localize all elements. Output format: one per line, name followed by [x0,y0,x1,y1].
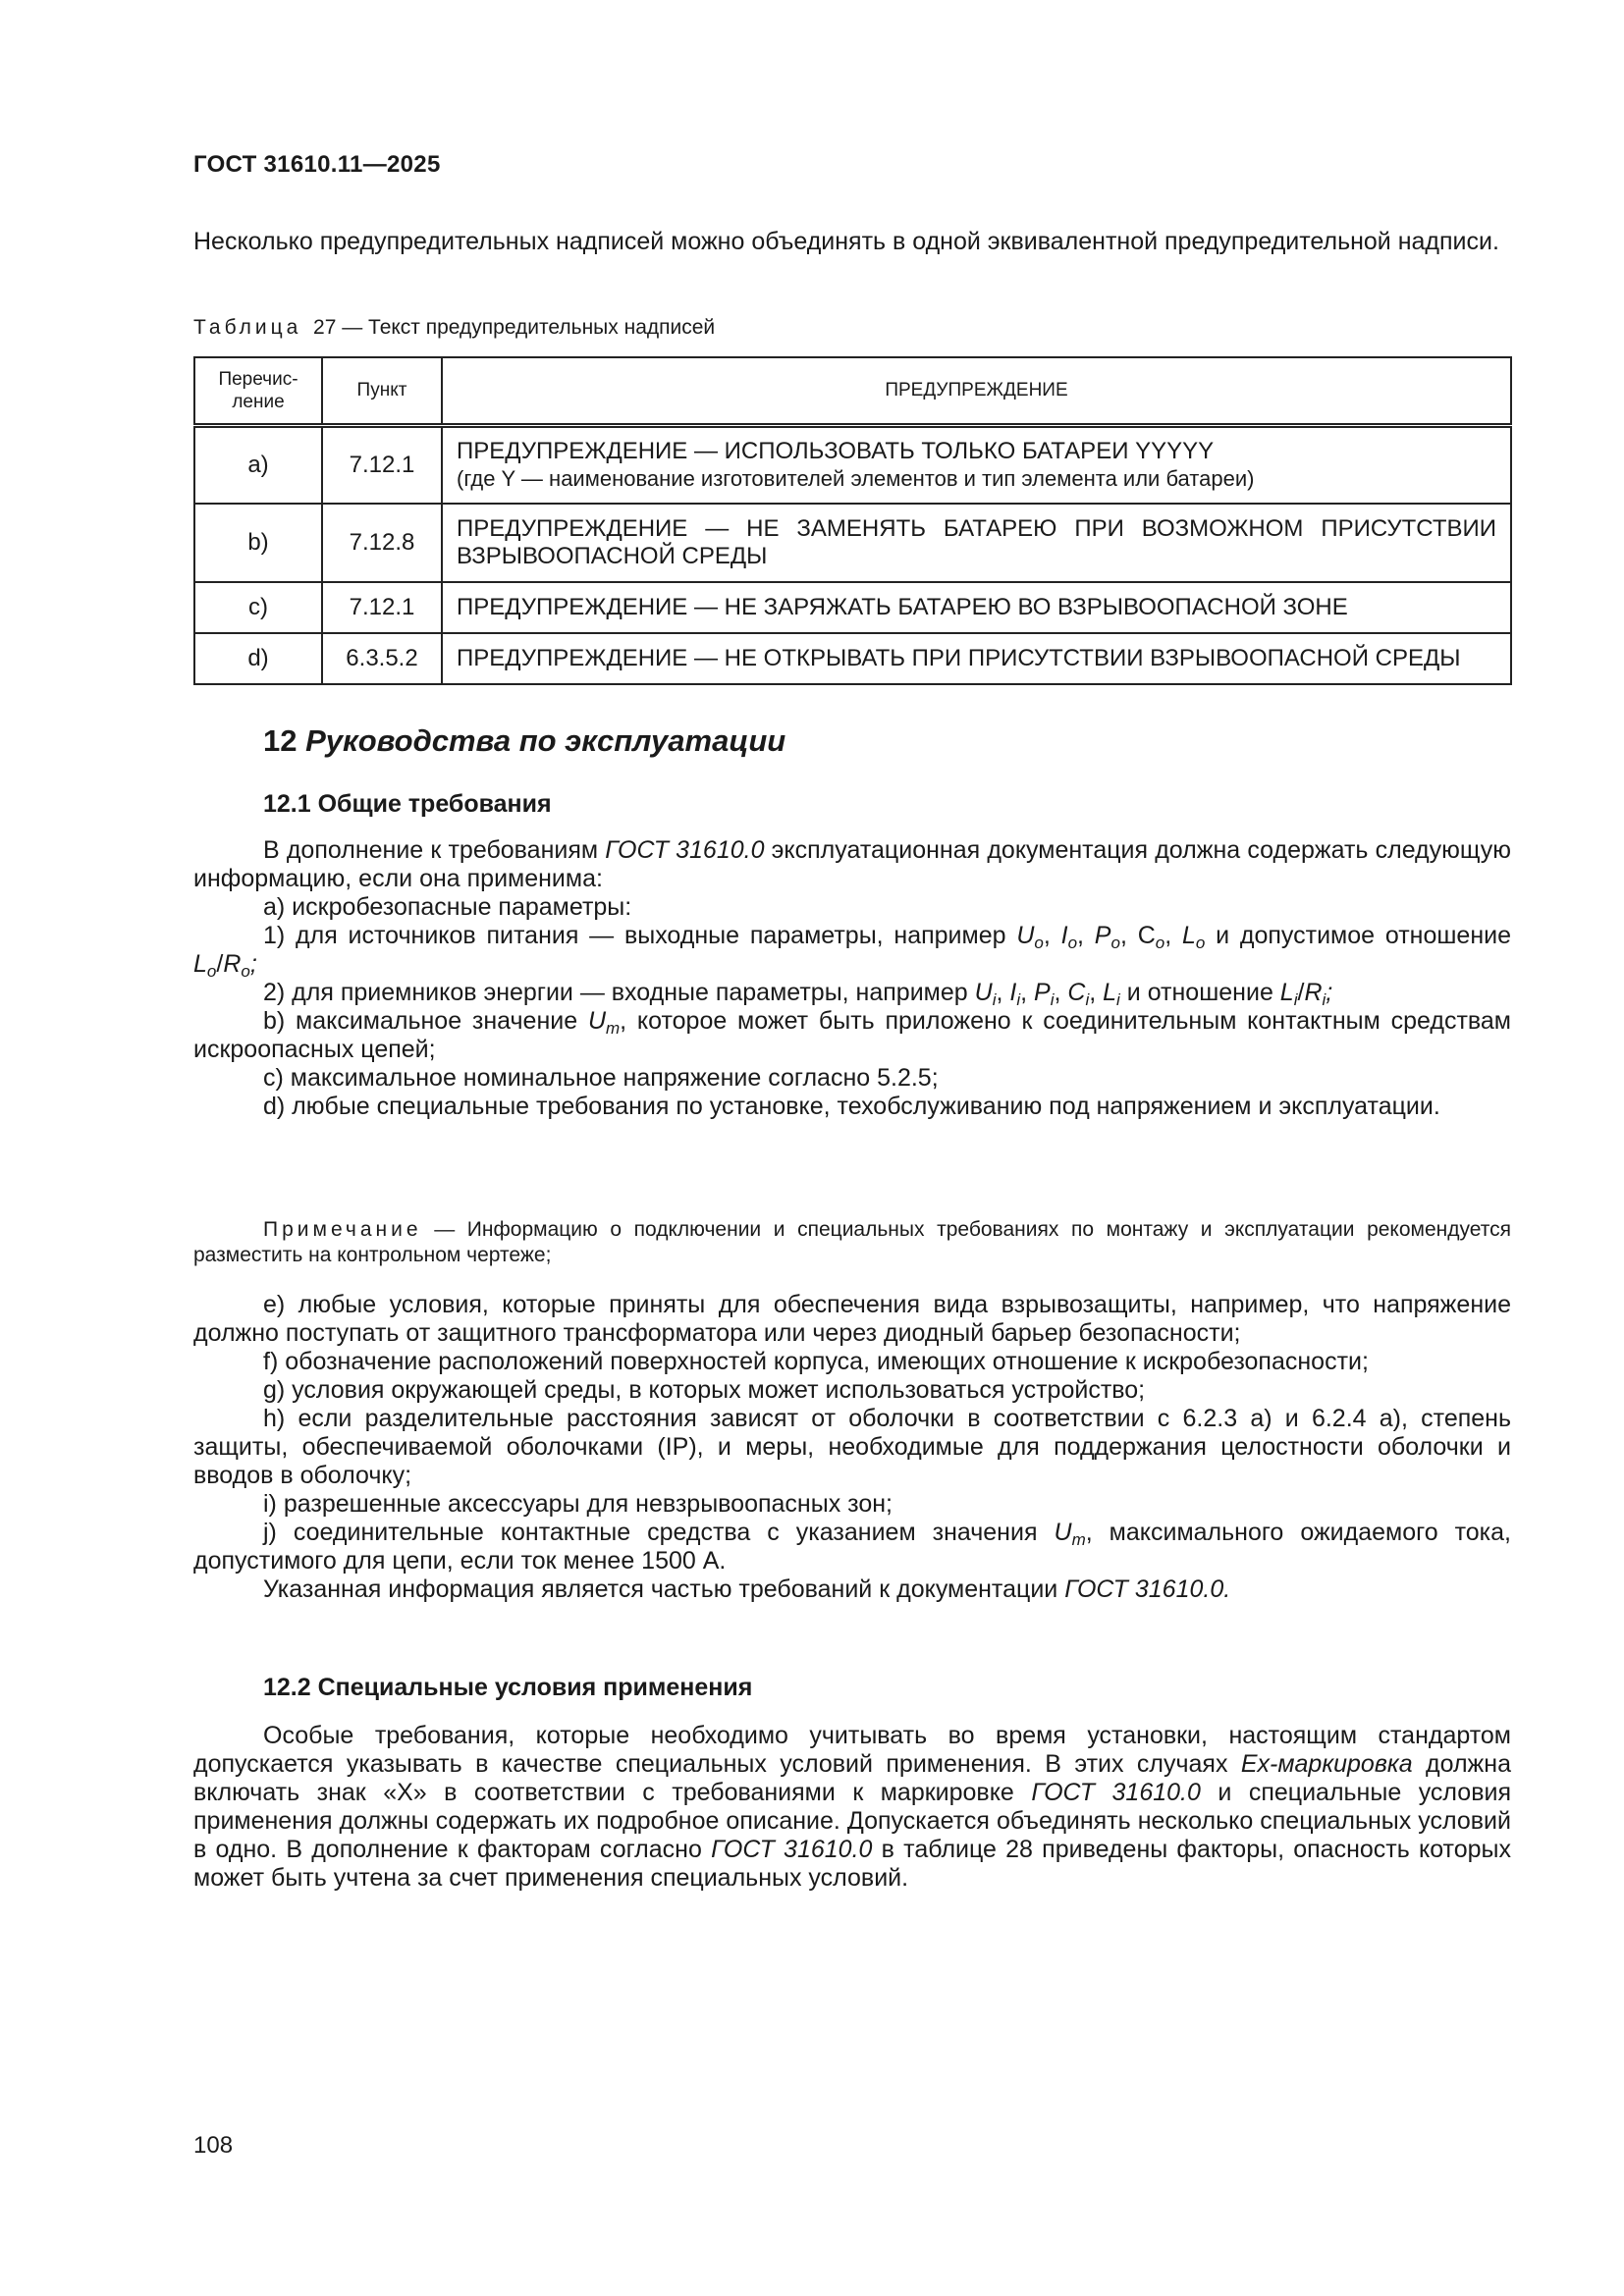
table-row [194,504,1511,582]
header-item: Перечис-ление [194,357,322,425]
standard-reference: ГОСТ 31610.0. [1064,1575,1231,1603]
section-12-title: Руководства по эксплуатации [305,723,786,758]
paragraph: В дополнение к требованиям ГОСТ 31610.0 эксплуатационная документация должна содержать следующую информацию, если она применима: [193,836,1511,892]
row-clause: 6.3.5.2 [322,633,442,684]
section-12-1-body [193,836,1511,1121]
note-label: Примечание [263,1218,422,1241]
header-warning: ПРЕДУПРЕЖДЕНИЕ [442,357,1511,425]
row-warning [442,425,1511,504]
section-12-1-body-continued [193,1291,1511,1604]
list-item: i) разрешенные аксессуары для невзрывоопасных зон; [263,1490,893,1518]
list-item: а) искробезопасные параметры: [263,893,632,921]
warnings-table [193,356,1512,685]
intro-paragraph: Несколько предупредительных надписей можно объединять в одной эквивалентной предупредительной надписи. [193,228,1499,255]
note-text: — Информацию о подключении и специальных требованиях по монтажу и эксплуатации рекомендуется разместить на контрольном чертеже; [193,1218,1511,1266]
row-item: а) [194,425,322,504]
list-item: с) максимальное номинальное напряжение согласно 5.2.5; [263,1064,939,1092]
row-item: d) [194,633,322,684]
section-12-2-body [193,1722,1511,1893]
row-warning-text: ПРЕДУПРЕЖДЕНИЕ — ИСПОЛЬЗОВАТЬ ТОЛЬКО БАТАРЕИ YYYYY [457,437,1215,464]
section-12-number: 12 [263,723,298,758]
section-12-heading [263,723,785,759]
list-item: 2) для приемников энергии — входные параметры, например $U_i$, $I_i$, $P_i$, $C_i$, $L_i$ и отношение $L_i/R_i$; [263,979,1333,1009]
header-clause: Пункт [322,357,442,425]
document-header: ГОСТ 31610.11—2025 [193,151,441,178]
ex-marking: Ex-маркировка [1240,1750,1413,1778]
paragraph: Особые требования, которые необходимо учитывать во время установки, настоящим стандартом допускается указывать в качестве специальных условий применения. В этих случаях Ex-маркировка должна включать знак «X» в соответствии с требованиями к маркировке ГОСТ 31610.0 и специальные условия применения должны содержать их подробное описание. Допускается объединять несколько специальных условий в одно. В дополнение к факторам согласно ГОСТ 31610.0 в таблице 28 приведены факторы, опасность которых может быть учтена за счет применения специальных условий. [193,1722,1512,1892]
row-warning: ПРЕДУПРЕЖДЕНИЕ — НЕ ЗАРЯЖАТЬ БАТАРЕЮ ВО ВЗРЫВООПАСНОЙ ЗОНЕ [442,582,1511,633]
list-item: f) обозначение расположений поверхностей корпуса, имеющих отношение к искробезопасности; [263,1348,1369,1375]
row-warning: ПРЕДУПРЕЖДЕНИЕ — НЕ ОТКРЫВАТЬ ПРИ ПРИСУТСТВИИ ВЗРЫВООПАСНОЙ СРЕДЫ [442,633,1511,684]
row-clause: 7.12.1 [322,425,442,504]
list-item: h) если разделительные расстояния зависят от оболочки в соответствии с 6.2.3 а) и 6.2.4 а), степень защиты, обеспечиваемой оболочками (IP), и меры, необходимые для поддержания целостности оболочки и вводов в оболочку; [193,1405,1511,1489]
list-item: b) максимальное значение $U_m$, которое может быть приложено к соединительным контактным средствам искроопасных цепей; [193,1007,1511,1063]
row-warning: ПРЕДУПРЕЖДЕНИЕ — НЕ ЗАМЕНЯТЬ БАТАРЕЮ ПРИ ВОЗМОЖНОМ ПРИСУТСТВИИ ВЗРЫВООПАСНОЙ СРЕДЫ [442,504,1511,582]
table-header-row [194,357,1511,425]
table-caption-label: Таблица [193,316,302,339]
row-clause: 7.12.8 [322,504,442,582]
standard-reference: ГОСТ 31610.0 [605,836,765,864]
paragraph: Указанная информация является частью требований к документации ГОСТ 31610.0. [263,1575,1231,1603]
table-row [194,582,1511,633]
table-row [194,633,1511,684]
list-item: j) соединительные контактные средства с указанием значения $U_m$, максимального ожидаемого тока, допустимого для цепи, если ток менее 1500 А. [193,1519,1512,1575]
page-number: 108 [193,2132,234,2159]
row-item: c) [194,582,322,633]
list-item: е) любые условия, которые приняты для обеспечения вида взрывозащиты, например, что напряжение должно поступать от защитного трансформатора или через диодный барьер безопасности; [193,1291,1511,1347]
standard-reference: ГОСТ 31610.0 [1031,1779,1201,1806]
row-warning-note: (где Y — наименование изготовителей элементов и тип элемента или батареи) [457,465,1255,491]
row-item: b) [194,504,322,582]
section-12-2-heading: 12.2 Специальные условия применения [263,1674,753,1701]
section-12-1-heading: 12.1 Общие требования [263,790,552,818]
table-caption-text: 27 — Текст предупредительных надписей [313,316,716,339]
table-caption [193,316,715,340]
table-row [194,425,1511,504]
note [193,1217,1511,1268]
list-item: d) любые специальные требования по установке, техобслуживанию под напряжением и эксплуатации. [263,1093,1440,1120]
list-item: 1) для источников питания — выходные параметры, например $U_o$, $I_o$, $P_o$, $C_o$, $L_o$ и допустимое отношение $L_o/R_o$; [193,922,1511,981]
standard-reference: ГОСТ 31610.0 [711,1836,873,1863]
list-item: g) условия окружающей среды, в которых может использоваться устройство; [263,1376,1146,1404]
row-clause: 7.12.1 [322,582,442,633]
